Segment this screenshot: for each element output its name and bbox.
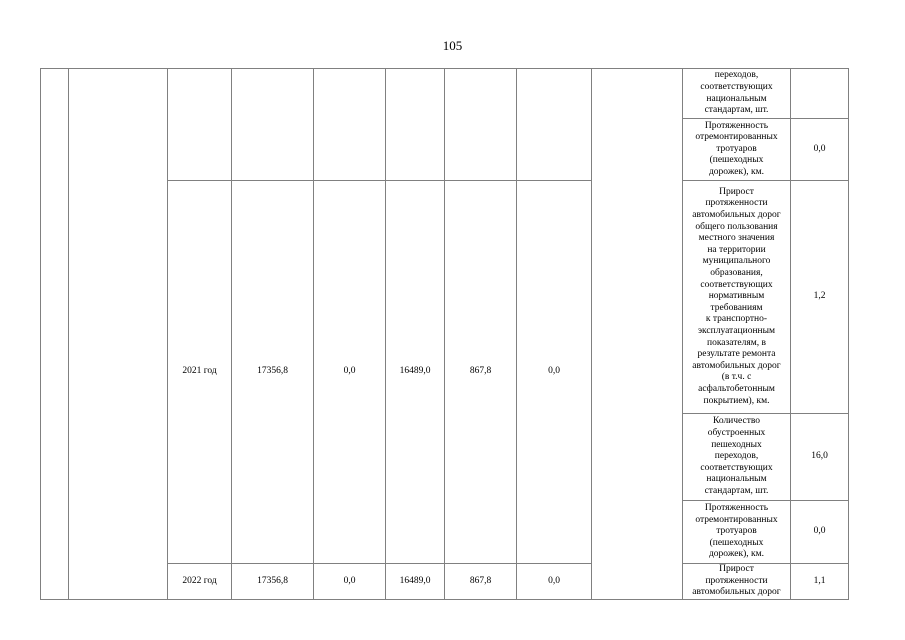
indicator-crossings-tail: переходов, соответствующих национальным стандартам, шт. [683,69,791,119]
amount-cell: 867,8 [445,181,517,564]
indicator-sidewalks: Протяженность отремонтированных тротуаров (пешеходных дорожек), км. [683,119,791,181]
empty-cell [592,69,683,600]
amount-cell: 0,0 [517,181,592,564]
total-cell: 17356,8 [232,564,314,600]
amount-cell: 0,0 [314,564,386,600]
indicator-roads-growth: Прирост протяженности автомобильных дорог общего пользования местного значения на территории муниципального образования, соответствующих нормативным требованиям к транспортно- эксплуатационным показателям, в результате ремонта автомобильных дорог (в т.ч. с асфальтобетонным покрытием), км. [683,181,791,414]
indicator-value: 1,2 [791,181,849,414]
amount-cell: 16489,0 [386,564,445,600]
indicator-value: 1,1 [791,564,849,600]
year-cell: 2021 год [168,181,232,564]
empty-cell [168,69,232,181]
empty-cell [517,69,592,181]
budget-indicators-table [40,68,849,600]
empty-cell [791,69,849,119]
empty-cell [386,69,445,181]
table-row [41,69,849,119]
empty-cell [41,69,69,600]
year-cell: 2022 год [168,564,232,600]
indicator-value: 16,0 [791,414,849,501]
indicator-value: 0,0 [791,501,849,564]
indicator-value: 0,0 [791,119,849,181]
amount-cell: 16489,0 [386,181,445,564]
amount-cell: 0,0 [314,181,386,564]
empty-cell [314,69,386,181]
total-cell: 17356,8 [232,181,314,564]
empty-cell [445,69,517,181]
amount-cell: 0,0 [517,564,592,600]
empty-cell [69,69,168,600]
empty-cell [232,69,314,181]
amount-cell: 867,8 [445,564,517,600]
indicator-roads-growth: Прирост протяженности автомобильных дорог [683,564,791,600]
page-number: 105 [442,38,463,53]
indicator-crossings: Количество обустроенных пешеходных переходов, соответствующих национальным стандартам, шт. [683,414,791,501]
indicator-sidewalks: Протяженность отремонтированных тротуаров (пешеходных дорожек), км. [683,501,791,564]
